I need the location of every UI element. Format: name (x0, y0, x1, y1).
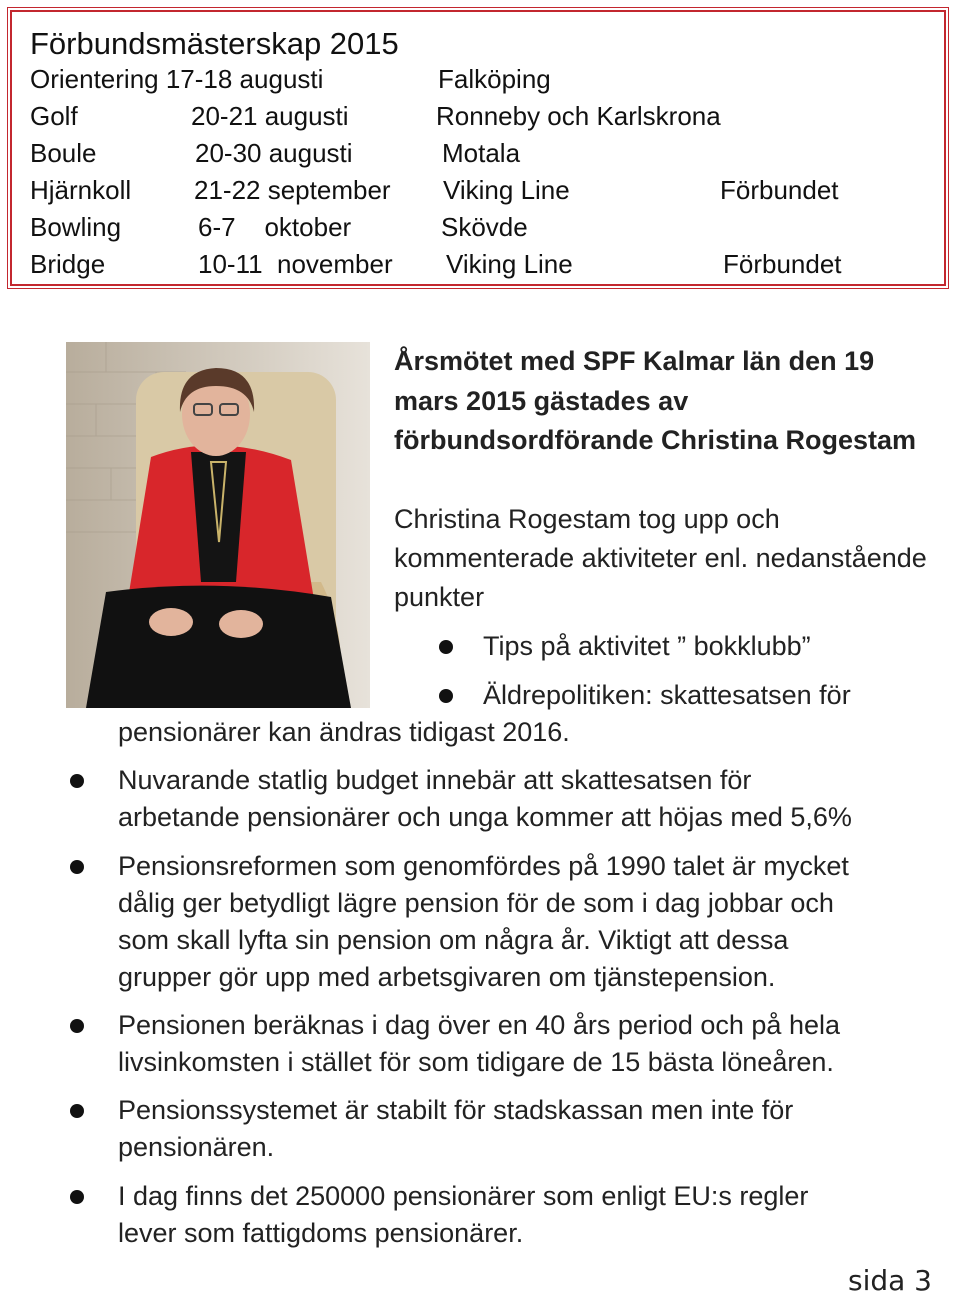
schedule-sport: Hjärnkoll (30, 175, 132, 205)
portrait-image (66, 342, 370, 708)
article-intro: Christina Rogestam tog upp och kommenterade aktiviteter enl. nedanstående punkter (394, 504, 927, 612)
point-line: Pensionssystemet är stabilt för stadskassan men inte för (118, 1095, 794, 1125)
point-line: lever som fattigdoms pensionärer. (118, 1218, 524, 1248)
schedule-date: 20-21 augusti (191, 101, 349, 131)
schedule-org: Förbundet (723, 249, 842, 279)
schedule-place: Skövde (441, 212, 528, 242)
point-line: Pensionen beräknas i dag över en 40 års period och på hela (118, 1010, 840, 1040)
point-line: pensionären. (118, 1132, 275, 1162)
bullet-text-aldrepolitiken-cont: pensionärer kan ändras tidigast 2016. (118, 717, 570, 747)
bullet-dot (70, 774, 84, 788)
point-line: arbetande pensionärer och unga kommer att höjas med 5,6% (118, 802, 852, 832)
point-line: Nuvarande statlig budget innebär att skattesatsen för (118, 765, 752, 795)
page-number: sida 3 (847, 1264, 932, 1297)
point-line: I dag finns det 250000 pensionärer som enligt EU:s regler (118, 1181, 809, 1211)
schedule-sport: Bridge (30, 249, 106, 279)
schedule-place: Viking Line (446, 249, 573, 279)
schedule-place: Motala (442, 138, 521, 168)
schedule-org: Förbundet (720, 175, 839, 205)
schedule-title: Förbundsmästerskap 2015 (30, 26, 399, 61)
schedule-sport: Bowling (30, 212, 122, 242)
bullet-dot (70, 1019, 84, 1033)
schedule-box (10, 10, 946, 286)
bullet-text-bokklubb: Tips på aktivitet ” bokklubb” (483, 631, 811, 661)
point-line: dålig ger betydligt lägre pension för de som i dag jobbar och (118, 888, 834, 918)
point-line: livsinkomsten i stället för som tidigare de 15 bästa löneåren. (118, 1047, 834, 1077)
bullet-dot (439, 640, 453, 654)
point-line: grupper gör upp med arbetsgivaren om tjänstepension. (118, 962, 776, 992)
point-line: Pensionsreformen som genomfördes på 1990 talet är mycket (118, 851, 849, 881)
portrait-photo (66, 342, 370, 708)
bullet-dot (70, 1104, 84, 1118)
schedule-place: Ronneby och Karlskrona (436, 101, 721, 131)
bullet-dot (70, 1190, 84, 1204)
schedule-date: 21-22 september (194, 175, 391, 205)
bullet-dot (439, 689, 453, 703)
bullet-text-aldrepolitiken: Äldrepolitiken: skattesatsen för (483, 680, 851, 710)
bullet-dot (70, 860, 84, 874)
schedule-sport: Boule (30, 138, 97, 168)
schedule-sport: Orientering 17-18 augusti (30, 64, 324, 94)
schedule-place: Viking Line (443, 175, 570, 205)
schedule-place: Falköping (438, 64, 551, 94)
schedule-date: 10-11 november (198, 249, 393, 279)
article-heading: Årsmötet med SPF Kalmar län den 19 mars 2015 gästades av förbundsordförande Christina Rogestam (394, 346, 917, 455)
point-line: som skall lyfta sin pension om några år. Viktigt att dessa (118, 925, 789, 955)
schedule-date: 6-7 oktober (198, 212, 352, 242)
schedule-date: 20-30 augusti (195, 138, 353, 168)
schedule-sport: Golf (30, 101, 78, 131)
